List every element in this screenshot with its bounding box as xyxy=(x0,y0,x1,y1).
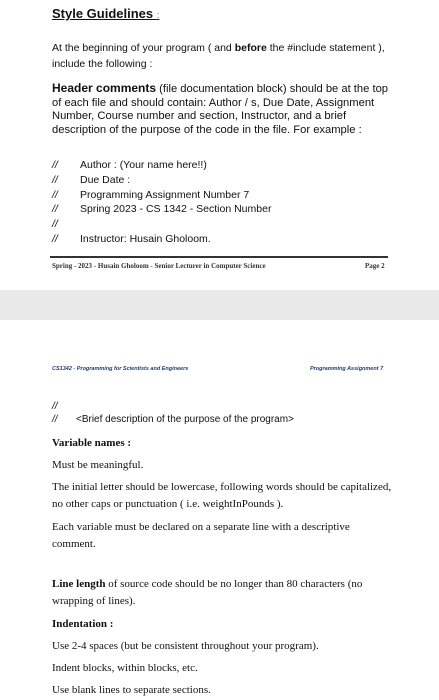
code-line xyxy=(52,400,294,413)
comment-slashes: // xyxy=(52,414,58,425)
code-line xyxy=(52,413,294,426)
code-text: Programming Assignment Number 7 xyxy=(80,188,250,201)
variable-names-title: Variable names : xyxy=(52,437,132,449)
document-page-1 xyxy=(0,0,439,290)
intro-text-2: the #include statement ), include the following : xyxy=(52,42,385,70)
line-length-bold: Line length xyxy=(52,578,106,590)
title-text: Style Guidelines xyxy=(52,6,154,21)
code-text: Instructor: Husain Gholoom. xyxy=(80,232,211,245)
comment-slashes: // xyxy=(52,218,58,231)
comment-slashes: // xyxy=(52,401,58,412)
code-line xyxy=(52,232,271,247)
code-text: Spring 2023 - CS 1342 - Section Number xyxy=(80,203,272,216)
document-page-2 xyxy=(0,320,439,700)
code-line xyxy=(52,158,271,173)
indentation-rule-2: Indent blocks, within blocks, etc. xyxy=(52,662,198,674)
indentation-rule-1: Use 2-4 spaces (but be consistent throughout your program). xyxy=(52,640,319,652)
code-text: Due Date : xyxy=(80,173,131,186)
intro-paragraph xyxy=(52,40,402,72)
header-comments-text: (file documentation block) should be at the top of each file and should contain: Author / s, Due Date, Assignment Number, Course number and section, Instructor, and a brief description of the purpose of the code in the file. For example : xyxy=(52,83,389,136)
indentation-rule-3: Use blank lines to separate sections. xyxy=(52,684,211,696)
comment-slashes: // xyxy=(52,188,58,201)
variable-names-heading xyxy=(52,435,392,452)
page-header-left: CS1342 - Programming for Scientists and Engineers xyxy=(52,366,189,372)
page-title xyxy=(52,6,159,21)
description-code-block xyxy=(52,400,294,426)
header-comments-paragraph xyxy=(52,82,392,137)
variable-names-rule-1: Must be meaningful. xyxy=(52,459,144,471)
page-footer-text: Spring - 2023 - Husain Gholoom - Senior Lecturer in Computer Science xyxy=(52,262,266,270)
comment-slashes: // xyxy=(52,203,58,216)
indentation-title: Indentation : xyxy=(52,618,114,630)
code-line xyxy=(52,188,271,203)
footer-divider xyxy=(50,256,388,258)
example-code-block xyxy=(52,158,271,247)
page-header-right: Programming Assignment 7 xyxy=(310,366,384,372)
indentation-heading xyxy=(52,616,392,633)
title-mark: : xyxy=(156,10,160,20)
comment-slashes: // xyxy=(52,173,58,186)
intro-text-1: At the beginning of your program ( and xyxy=(52,42,235,54)
code-text: Author : (Your name here!!) xyxy=(80,159,207,171)
code-line xyxy=(52,173,271,188)
line-length-text: of source code should be no longer than 80 characters (no wrapping of lines). xyxy=(52,578,363,607)
header-comments-bold: Header comments xyxy=(52,81,157,95)
page-number: Page 2 xyxy=(365,262,385,270)
comment-slashes: // xyxy=(52,232,58,245)
variable-names-rule-3: Each variable must be declared on a separate line with a descriptive comment. xyxy=(52,521,350,550)
page-separator xyxy=(0,290,439,320)
code-text: <Brief description of the purpose of the program> xyxy=(76,414,294,425)
code-line xyxy=(52,202,271,217)
intro-bold: before xyxy=(234,42,267,54)
code-line xyxy=(52,217,271,232)
comment-slashes: // xyxy=(52,159,58,171)
variable-names-rule-2: The initial letter should be lowercase, following words should be capitalized, no other caps or punctuation ( i.e. weightInPounds ). xyxy=(52,481,392,510)
line-length-paragraph xyxy=(52,576,392,609)
